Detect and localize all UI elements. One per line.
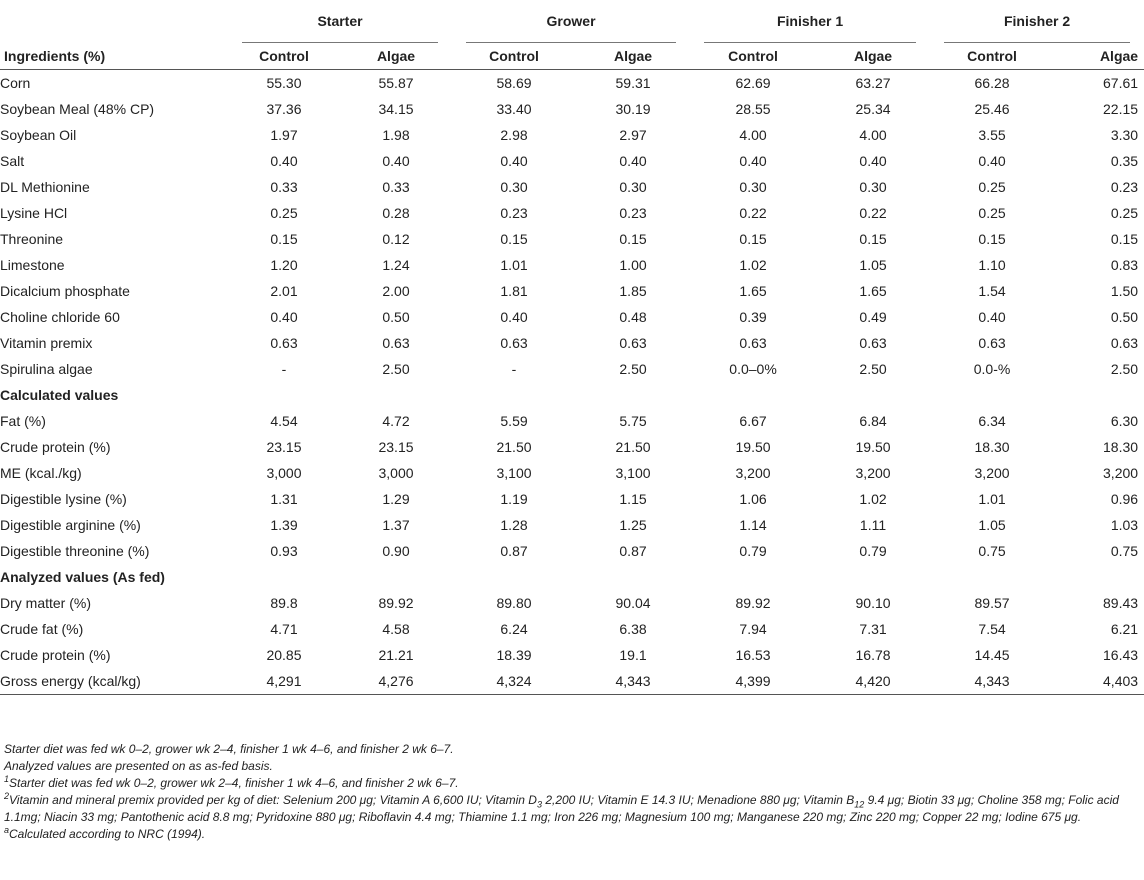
table-cell: 1.02 <box>859 491 887 507</box>
table-cell: 4.54 <box>270 413 298 429</box>
table-cell: 0.22 <box>859 205 887 221</box>
table-row <box>0 408 1144 434</box>
subcol-header: Algae <box>1054 43 1144 70</box>
group-header-starter: Starter <box>228 0 452 43</box>
row-label: Digestible threonine (%) <box>0 543 150 559</box>
table-cell: 18.30 <box>974 439 1010 455</box>
table-cell: 0.93 <box>270 543 298 559</box>
table-cell: 0.15 <box>859 231 887 247</box>
table-cell: 18.30 <box>1103 439 1139 455</box>
table-cell: 1.28 <box>500 517 528 533</box>
table-cell: 0.33 <box>382 179 410 195</box>
subcol-header: Control <box>452 43 576 70</box>
table-cell: 22.15 <box>1103 101 1139 117</box>
row-label: Crude protein (%) <box>0 439 111 455</box>
row-label: Dicalcium phosphate <box>0 283 130 299</box>
table-row <box>0 616 1144 642</box>
row-label: Dry matter (%) <box>0 595 91 611</box>
row-label: Choline chloride 60 <box>0 309 120 325</box>
table-row <box>0 226 1144 252</box>
table-cell: 6.34 <box>978 413 1006 429</box>
table-cell: 0.25 <box>270 205 298 221</box>
table-cell: 30.19 <box>615 101 651 117</box>
table-cell: 1.11 <box>859 517 887 533</box>
table-cell: 0.0–0% <box>729 361 777 377</box>
row-label: DL Methionine <box>0 179 90 195</box>
table-cell: 0.25 <box>1110 205 1139 221</box>
table-cell: 2.00 <box>382 283 410 299</box>
table-cell: 0.35 <box>1110 153 1139 169</box>
table-body <box>0 70 1144 695</box>
table-row <box>0 200 1144 226</box>
table-cell: 16.78 <box>855 647 891 663</box>
table-cell: 67.61 <box>1103 75 1139 91</box>
table-cell: 0.39 <box>739 309 767 325</box>
table-cell: 20.85 <box>266 647 302 663</box>
table-cell: 6.38 <box>619 621 647 637</box>
row-label: Fat (%) <box>0 413 46 429</box>
table-cell: 1.05 <box>859 257 887 273</box>
table-cell: 1.54 <box>978 283 1006 299</box>
table-cell: 2.50 <box>1110 361 1139 377</box>
table-row <box>0 304 1144 330</box>
section-heading: Calculated values <box>0 387 119 403</box>
section-heading: Analyzed values (As fed) <box>0 569 165 585</box>
table-cell: 1.02 <box>739 257 767 273</box>
footnote-1: $^1$Starter diet was fed wk 0–2, grower wk 2–4, finisher 1 wk 4–6, and finisher 2 wk 6–7. <box>4 774 459 790</box>
table-cell: 4,420 <box>816 668 930 695</box>
table-cell: 0.22 <box>739 205 767 221</box>
table-cell: 0.40 <box>500 309 528 325</box>
table-cell: 6.67 <box>739 413 767 429</box>
table-cell: 0.79 <box>859 543 887 559</box>
table-cell: 0.83 <box>1110 257 1139 273</box>
table-row <box>0 96 1144 122</box>
table-cell: 37.36 <box>266 101 302 117</box>
table-cell: 4,399 <box>690 668 816 695</box>
table-row <box>0 356 1144 382</box>
table-cell: 0.23 <box>500 205 528 221</box>
table-cell: 0.0-% <box>973 361 1011 377</box>
table-cell: 0.15 <box>978 231 1006 247</box>
row-label: Digestible arginine (%) <box>0 517 141 533</box>
table-cell: 1.29 <box>382 491 410 507</box>
table-cell: 1.24 <box>382 257 410 273</box>
table-cell: 19.50 <box>855 439 891 455</box>
table-cell: 0.40 <box>500 153 528 169</box>
subcol-header: Algae <box>816 43 930 70</box>
table-cell: 1.39 <box>270 517 298 533</box>
table-cell: 19.50 <box>735 439 771 455</box>
table-cell: 28.55 <box>735 101 771 117</box>
table-cell: 3,200 <box>974 465 1010 481</box>
table-cell: - <box>281 361 287 377</box>
table-cell: 1.05 <box>978 517 1006 533</box>
table-cell: 66.28 <box>974 75 1010 91</box>
table-cell: 7.54 <box>978 621 1006 637</box>
table-row <box>0 538 1144 564</box>
table-cell: 59.31 <box>615 75 651 91</box>
table-cell: 0.96 <box>1110 491 1139 507</box>
table-cell: 3.55 <box>978 127 1006 143</box>
table-row <box>0 486 1144 512</box>
table-cell: 0.23 <box>619 205 647 221</box>
table-cell: 55.30 <box>266 75 302 91</box>
table-cell: 0.63 <box>739 335 767 351</box>
table-cell: 3,200 <box>735 465 771 481</box>
table-cell: 63.27 <box>855 75 891 91</box>
table-row <box>0 642 1144 668</box>
analyzed-values-heading <box>0 564 1144 590</box>
table-cell: 1.14 <box>739 517 767 533</box>
table-row <box>0 460 1144 486</box>
table-cell: 1.06 <box>739 491 767 507</box>
table-cell: 0.40 <box>739 153 767 169</box>
group-header-finisher-2: Finisher 2 <box>930 0 1144 43</box>
table-cell: 19.1 <box>619 647 647 663</box>
table-cell: 23.15 <box>266 439 302 455</box>
table-cell: 25.34 <box>855 101 891 117</box>
table-row <box>0 278 1144 304</box>
table-cell: 0.79 <box>739 543 767 559</box>
subcol-header: Algae <box>340 43 452 70</box>
table-cell: 0.40 <box>270 309 298 325</box>
table-cell: 0.25 <box>978 179 1006 195</box>
table-cell: 0.48 <box>619 309 647 325</box>
table-cell: 1.37 <box>382 517 410 533</box>
table-cell: 6.21 <box>1110 621 1139 637</box>
empty-header-cell <box>0 0 228 43</box>
table-cell: 1.97 <box>270 127 298 143</box>
table-cell: 0.15 <box>739 231 767 247</box>
table-cell: 2.01 <box>270 283 298 299</box>
table-cell: 4.72 <box>382 413 410 429</box>
row-label: Threonine <box>0 231 64 247</box>
table-cell: 1.85 <box>619 283 647 299</box>
footnote-a: $^a$Calculated according to NRC (1994). <box>4 825 206 841</box>
table-cell: 0.63 <box>859 335 887 351</box>
table-cell: 14.45 <box>974 647 1010 663</box>
table-cell: 1.15 <box>619 491 647 507</box>
table-cell: 4,403 <box>1054 668 1144 695</box>
group-header-grower: Grower <box>452 0 690 43</box>
row-label: Crude protein (%) <box>0 647 111 663</box>
table-cell: 3,200 <box>855 465 891 481</box>
table-cell: 1.03 <box>1110 517 1139 533</box>
table-cell: 0.25 <box>978 205 1006 221</box>
row-label: Crude fat (%) <box>0 621 84 637</box>
table-cell: 0.30 <box>500 179 528 195</box>
row-label: Spirulina algae <box>0 361 93 377</box>
table-cell: 0.33 <box>270 179 298 195</box>
table-cell: 2.50 <box>859 361 887 377</box>
group-header-finisher-1: Finisher 1 <box>690 0 930 43</box>
row-label: Limestone <box>0 257 65 273</box>
table-cell: 6.24 <box>500 621 528 637</box>
table-cell: 0.30 <box>619 179 647 195</box>
table-cell: 4.00 <box>739 127 767 143</box>
table-cell: 4.71 <box>270 621 298 637</box>
footnote-2: $^2$Vitamin and mineral premix provided per kg of diet: Selenium 200 μg; Vitamin A 6,600 IU; Vitamin $D_3$ 2,200 IU; Vitamin E 14.3 IU; Menadione 880 μg; Vitamin $B_{12}$ 9.4 μg; Biotin 33 μg; Choline 358 mg; Folic acid 1.1mg; Niacin 33 mg; Pantothenic acid 8.8 mg; Pyridoxine 880 μg; Riboflavin 4.4 mg; Thiamine 1.1 mg; Iron 226 mg; Magnesium 100 mg; Manganese 220 mg; Zinc 220 mg; Copper 22 mg; Iodine 675 μg. <box>4 791 1119 824</box>
table-cell: 0.75 <box>1110 543 1139 559</box>
table-cell: 90.10 <box>855 595 891 611</box>
table-cell: 21.21 <box>378 647 414 663</box>
table-cell: 4,343 <box>930 668 1054 695</box>
table-row <box>0 148 1144 174</box>
footnote-diet-schedule: Starter diet was fed wk 0–2, grower wk 2–4, finisher 1 wk 4–6, and finisher 2 wk 6–7. <box>4 742 454 756</box>
table-cell: 0.63 <box>500 335 528 351</box>
table-cell: 25.46 <box>974 101 1010 117</box>
subcol-header: Control <box>228 43 340 70</box>
footnote-analyzed-basis: Analyzed values are presented on as as-fed basis. <box>4 759 273 773</box>
table-cell: 0.30 <box>859 179 887 195</box>
table-cell: 7.94 <box>739 621 767 637</box>
table-cell: 0.49 <box>859 309 887 325</box>
table-cell: 4,291 <box>228 668 340 695</box>
table-cell: 3,100 <box>496 465 532 481</box>
table-cell: 0.63 <box>1110 335 1139 351</box>
table-footnotes <box>4 741 1140 843</box>
table-cell: 1.65 <box>739 283 767 299</box>
row-label: Soybean Oil <box>0 127 77 143</box>
table-cell: 0.63 <box>619 335 647 351</box>
table-row <box>0 122 1144 148</box>
subcol-header: Algae <box>576 43 690 70</box>
table-cell: 0.63 <box>382 335 410 351</box>
table-cell: 2.50 <box>382 361 410 377</box>
table-row <box>0 668 1144 695</box>
table-cell: 62.69 <box>735 75 771 91</box>
table-cell: 21.50 <box>615 439 651 455</box>
table-cell: 0.40 <box>859 153 887 169</box>
table-cell: 1.19 <box>500 491 528 507</box>
table-cell: 0.15 <box>1110 231 1139 247</box>
table-cell: 2.97 <box>619 127 647 143</box>
table-cell: 0.40 <box>978 309 1006 325</box>
row-label: Soybean Meal (48% CP) <box>0 101 155 117</box>
table-cell: 16.53 <box>735 647 771 663</box>
table-cell: 2.98 <box>500 127 528 143</box>
table-cell: 3.30 <box>1110 127 1139 143</box>
ingredients-header: Ingredients (%) <box>0 43 228 70</box>
table-cell: 0.50 <box>382 309 410 325</box>
table-cell: 1.25 <box>619 517 647 533</box>
table-row <box>0 330 1144 356</box>
table-cell: 0.40 <box>382 153 410 169</box>
row-label: Lysine HCl <box>0 205 68 221</box>
table-cell: 89.92 <box>378 595 414 611</box>
table-cell: 16.43 <box>1103 647 1139 663</box>
table-cell: 23.15 <box>378 439 414 455</box>
table-cell: 1.98 <box>382 127 410 143</box>
table-row <box>0 512 1144 538</box>
table-cell: 89.43 <box>1103 595 1139 611</box>
table-cell: 1.65 <box>859 283 887 299</box>
table-cell: 0.63 <box>978 335 1006 351</box>
table-cell: 0.40 <box>619 153 647 169</box>
table-cell: 3,100 <box>615 465 651 481</box>
table-cell: 21.50 <box>496 439 532 455</box>
subcolumn-header-row <box>0 43 1144 70</box>
table-cell: 0.23 <box>1110 179 1139 195</box>
table-cell: 0.87 <box>500 543 528 559</box>
table-cell: 3,200 <box>1103 465 1139 481</box>
table-cell: 0.15 <box>619 231 647 247</box>
table-row <box>0 434 1144 460</box>
table-cell: 1.81 <box>500 283 528 299</box>
table-cell: 1.31 <box>270 491 298 507</box>
table-cell: 1.10 <box>978 257 1006 273</box>
table-cell: 6.30 <box>1110 413 1139 429</box>
table-cell: 55.87 <box>378 75 414 91</box>
table-cell: 0.15 <box>500 231 528 247</box>
table-cell: 0.15 <box>270 231 298 247</box>
table-cell: 0.12 <box>382 231 410 247</box>
table-cell: 0.50 <box>1110 309 1139 325</box>
table-cell: 4,343 <box>576 668 690 695</box>
table-cell: 4,276 <box>340 668 452 695</box>
table-cell: 89.92 <box>735 595 771 611</box>
table-row <box>0 590 1144 616</box>
table-cell: 1.01 <box>978 491 1006 507</box>
table-cell: 3,000 <box>266 465 302 481</box>
table-cell: 5.59 <box>500 413 528 429</box>
subcol-header: Control <box>930 43 1054 70</box>
row-label: Vitamin premix <box>0 335 93 351</box>
table-cell: 18.39 <box>496 647 532 663</box>
table-cell: 1.01 <box>500 257 528 273</box>
table-cell: 2.50 <box>619 361 647 377</box>
row-label: Salt <box>0 153 25 169</box>
table-cell: 0.30 <box>739 179 767 195</box>
table-row <box>0 174 1144 200</box>
table-cell: 6.84 <box>859 413 887 429</box>
subcol-header: Control <box>690 43 816 70</box>
table-cell: 0.75 <box>978 543 1006 559</box>
table-cell: 3,000 <box>378 465 414 481</box>
table-cell: 34.15 <box>378 101 414 117</box>
table-row <box>0 70 1144 97</box>
table-cell: 0.28 <box>382 205 410 221</box>
row-label: ME (kcal./kg) <box>0 465 82 481</box>
table-cell: 33.40 <box>496 101 532 117</box>
table-cell: 4.00 <box>859 127 887 143</box>
calculated-values-heading <box>0 382 1144 408</box>
table-cell: 5.75 <box>619 413 647 429</box>
table-cell: 0.40 <box>270 153 298 169</box>
row-label: Corn <box>0 75 31 91</box>
table-cell: 1.00 <box>619 257 647 273</box>
table-cell: 1.50 <box>1110 283 1139 299</box>
table-cell: - <box>511 361 517 377</box>
table-cell: 1.20 <box>270 257 298 273</box>
table-cell: 89.80 <box>496 595 532 611</box>
table-cell: 0.87 <box>619 543 647 559</box>
table-cell: 0.63 <box>270 335 298 351</box>
table-row <box>0 252 1144 278</box>
table-cell: 58.69 <box>496 75 532 91</box>
group-header-row <box>0 0 1144 43</box>
row-label: Gross energy (kcal/kg) <box>0 668 228 695</box>
table-cell: 89.8 <box>270 595 298 611</box>
table-cell: 4.58 <box>382 621 410 637</box>
table-cell: 0.90 <box>382 543 410 559</box>
table-cell: 90.04 <box>615 595 651 611</box>
table-cell: 7.31 <box>859 621 887 637</box>
table-cell: 4,324 <box>452 668 576 695</box>
row-label: Digestible lysine (%) <box>0 491 127 507</box>
table-cell: 89.57 <box>974 595 1010 611</box>
table-cell: 0.40 <box>978 153 1006 169</box>
